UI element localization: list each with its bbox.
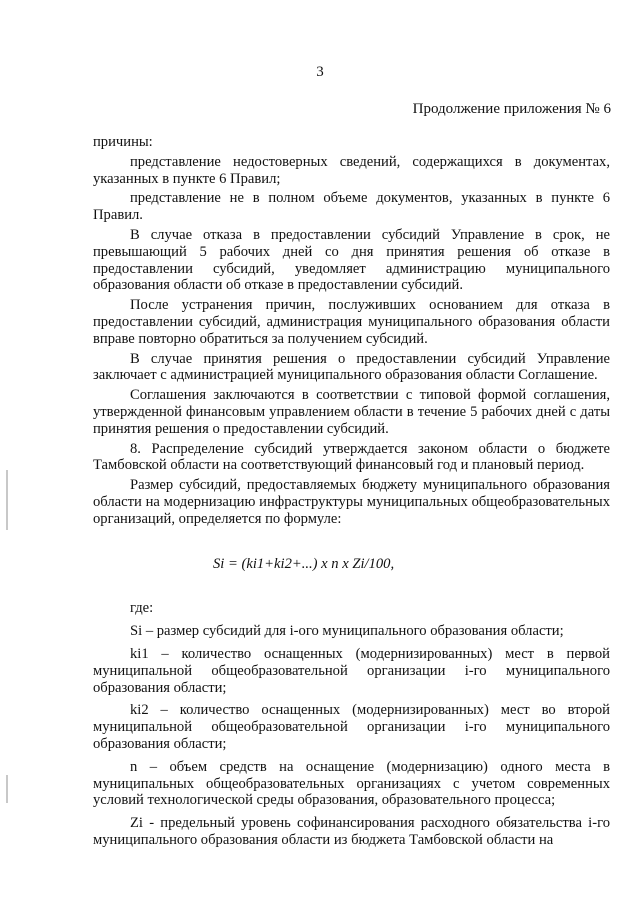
scan-edge-mark [6, 775, 8, 803]
definition-item: n – объем средств на оснащение (модернизацию) одного места в муниципальных общеобразовательных организациях с учетом современных условий технологической среды образования, образовательного процесса; [93, 758, 610, 809]
paragraph: После устранения причин, послуживших основанием для отказа в предоставлении субсидий, администрация муниципального образования области вправе повторно обратиться за получением субсидий. [93, 297, 610, 347]
definition-item: Zi - предельный уровень софинансирования расходного обязательства i-го муниципального образования области из бюджета Тамбовской области на [93, 815, 610, 848]
page-number: 3 [316, 64, 324, 80]
paragraph: В случае отказа в предоставлении субсидий Управление в срок, не превышающий 5 рабочих дней со дня принятия решения об отказе в предоставлении субсидий, уведомляет администрацию муниципального образования области об отказе в предоставлении субсидий. [93, 226, 610, 294]
definition-item: ki1 – количество оснащенных (модернизированных) мест в первой муниципальной общеобразовательной организации i-го муниципального образования области; [93, 645, 610, 696]
definition-item: Si – размер субсидий для i-ого муниципального образования области; [130, 623, 564, 640]
document-body [93, 134, 610, 852]
paragraph: Соглашения заключаются в соответствии с типовой формой соглашения, утвержденной финансовым управлением области в течение 5 рабочих дней с даты принятия решения о предоставлении субсидий. [93, 387, 610, 437]
paragraph: Размер субсидий, предоставляемых бюджету муниципального образования области на модернизацию инфраструктуры муниципальных общеобразовательных организаций, определяется по формуле: [93, 477, 610, 527]
paragraph: представление недостоверных сведений, содержащихся в документах, указанных в пункте 6 Правил; [93, 153, 610, 187]
scan-edge-mark [6, 470, 8, 530]
paragraph: представление не в полном объеме документов, указанных в пункте 6 Правил. [93, 190, 610, 224]
formula: Si = (ki1+ki2+...) x n x Zi/100, [213, 555, 395, 572]
appendix-label: Продолжение приложения № 6 [412, 101, 611, 117]
paragraph: причины: [93, 134, 153, 150]
definition-item: ki2 – количество оснащенных (модернизированных) мест во второй муниципальной общеобразовательной организации i-го муниципального образования области; [93, 702, 610, 752]
paragraph: В случае принятия решения о предоставлении субсидий Управление заключает с администрацией муниципального образования области Соглашение. [93, 350, 610, 384]
paragraph: 8. Распределение субсидий утверждается законом области о бюджете Тамбовской области на соответствующий финансовый год и плановый период. [93, 440, 610, 474]
definitions-intro: где: [130, 600, 154, 617]
